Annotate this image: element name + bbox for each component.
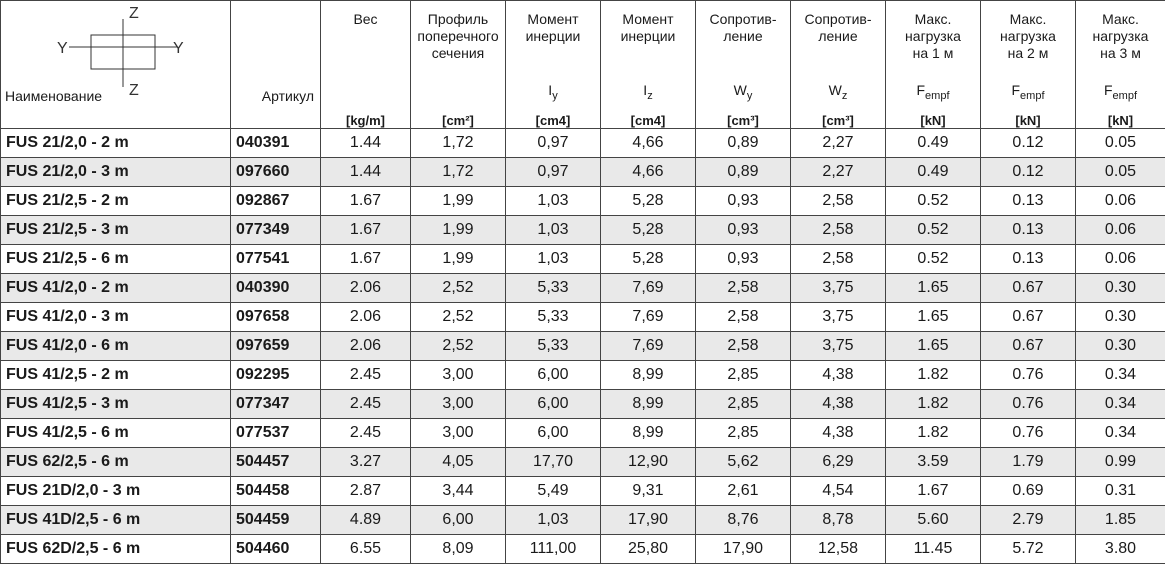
product-name-cell: FUS 41/2,5 - 2 m bbox=[1, 361, 231, 390]
column-header-1 bbox=[411, 1, 506, 108]
value-cell: 1.65 bbox=[886, 303, 981, 332]
value-cell: 0.13 bbox=[981, 187, 1076, 216]
column-header-symbol: $F_{empf}$ bbox=[1011, 82, 1045, 102]
value-cell: 1.85 bbox=[1076, 506, 1165, 535]
value-cell: 1,99 bbox=[411, 245, 506, 274]
column-header-title: Момент инерции bbox=[525, 11, 581, 44]
table-row bbox=[1, 187, 1165, 216]
column-header-title: Макс. нагрузка на 2 м bbox=[1000, 11, 1056, 61]
value-cell: 2,58 bbox=[791, 187, 886, 216]
value-cell: 2,58 bbox=[791, 245, 886, 274]
value-cell: 0.31 bbox=[1076, 477, 1165, 506]
value-cell: 0.52 bbox=[886, 187, 981, 216]
table-row bbox=[1, 129, 1165, 158]
value-cell: 6,00 bbox=[506, 390, 601, 419]
table-row bbox=[1, 216, 1165, 245]
table-row bbox=[1, 448, 1165, 477]
value-cell: 5.72 bbox=[981, 535, 1076, 564]
value-cell: 2,85 bbox=[696, 419, 791, 448]
value-cell: 1.67 bbox=[321, 187, 411, 216]
column-header-title: Макс. нагрузка на 3 м bbox=[1092, 11, 1149, 61]
column-header-title: Сопротив- ление bbox=[804, 11, 872, 44]
product-name-cell: FUS 41/2,5 - 6 m bbox=[1, 419, 231, 448]
value-cell: 0.67 bbox=[981, 303, 1076, 332]
product-name-cell: FUS 21D/2,0 - 3 m bbox=[1, 477, 231, 506]
value-cell: 2.45 bbox=[321, 361, 411, 390]
column-header-5 bbox=[791, 1, 886, 108]
product-name-cell: FUS 41/2,5 - 3 m bbox=[1, 390, 231, 419]
article-number-cell: 092867 bbox=[231, 187, 321, 216]
value-cell: 0.13 bbox=[981, 245, 1076, 274]
value-cell: 3,75 bbox=[791, 274, 886, 303]
axis-y-left: Y bbox=[57, 40, 68, 57]
value-cell: 0.13 bbox=[981, 216, 1076, 245]
value-cell: 1,03 bbox=[506, 216, 601, 245]
product-name-cell: FUS 21/2,0 - 3 m bbox=[1, 158, 231, 187]
value-cell: 0.76 bbox=[981, 419, 1076, 448]
value-cell: 2,52 bbox=[411, 303, 506, 332]
value-cell: 5,28 bbox=[601, 187, 696, 216]
column-header-symbol: $I_z$ bbox=[643, 82, 653, 102]
article-number-cell: 040391 bbox=[231, 129, 321, 158]
value-cell: 1,03 bbox=[506, 245, 601, 274]
article-number-cell: 092295 bbox=[231, 361, 321, 390]
value-cell: 5,33 bbox=[506, 274, 601, 303]
value-cell: 1.65 bbox=[886, 274, 981, 303]
product-name-cell: FUS 41/2,0 - 3 m bbox=[1, 303, 231, 332]
value-cell: 3,75 bbox=[791, 332, 886, 361]
header-article-cell bbox=[231, 1, 321, 108]
value-cell: 4,05 bbox=[411, 448, 506, 477]
value-cell: 0,89 bbox=[696, 129, 791, 158]
column-header-0 bbox=[321, 1, 411, 108]
value-cell: 0.76 bbox=[981, 390, 1076, 419]
column-unit-3: [cm4] bbox=[601, 107, 696, 129]
table-row bbox=[1, 361, 1165, 390]
value-cell: 1.82 bbox=[886, 361, 981, 390]
column-header-2 bbox=[506, 1, 601, 108]
product-name-cell: FUS 41/2,0 - 6 m bbox=[1, 332, 231, 361]
value-cell: 1,99 bbox=[411, 216, 506, 245]
value-cell: 3.59 bbox=[886, 448, 981, 477]
column-header-symbol: $W_z$ bbox=[828, 82, 848, 102]
value-cell: 6.55 bbox=[321, 535, 411, 564]
value-cell: 12,58 bbox=[791, 535, 886, 564]
value-cell: 0.49 bbox=[886, 129, 981, 158]
column-unit-8: [kN] bbox=[1076, 107, 1165, 129]
value-cell: 2,58 bbox=[696, 274, 791, 303]
column-header-title: Профиль поперечного сечения bbox=[417, 11, 499, 61]
product-name-cell: FUS 41D/2,5 - 6 m bbox=[1, 506, 231, 535]
value-cell: 6,29 bbox=[791, 448, 886, 477]
value-cell: 25,80 bbox=[601, 535, 696, 564]
value-cell: 8,99 bbox=[601, 390, 696, 419]
product-name-cell: FUS 21/2,5 - 6 m bbox=[1, 245, 231, 274]
value-cell: 1.82 bbox=[886, 419, 981, 448]
value-cell: 0.12 bbox=[981, 129, 1076, 158]
table-row bbox=[1, 535, 1165, 564]
column-header-symbol: $F_{empf}$ bbox=[1103, 82, 1138, 102]
value-cell: 5,33 bbox=[506, 303, 601, 332]
value-cell: 4,66 bbox=[601, 158, 696, 187]
value-cell: 0.34 bbox=[1076, 419, 1165, 448]
article-number-cell: 504457 bbox=[231, 448, 321, 477]
value-cell: 17,90 bbox=[601, 506, 696, 535]
value-cell: 1,99 bbox=[411, 187, 506, 216]
value-cell: 1,03 bbox=[506, 187, 601, 216]
article-number-cell: 077349 bbox=[231, 216, 321, 245]
value-cell: 2.87 bbox=[321, 477, 411, 506]
value-cell: 4,54 bbox=[791, 477, 886, 506]
units-row bbox=[1, 107, 1165, 129]
article-number-cell: 097660 bbox=[231, 158, 321, 187]
column-unit-7: [kN] bbox=[981, 107, 1076, 129]
value-cell: 1,72 bbox=[411, 129, 506, 158]
value-cell: 0,93 bbox=[696, 245, 791, 274]
value-cell: 8,78 bbox=[791, 506, 886, 535]
unit-cell-article bbox=[231, 107, 321, 129]
value-cell: 8,99 bbox=[601, 419, 696, 448]
table-row bbox=[1, 274, 1165, 303]
column-header-7 bbox=[981, 1, 1076, 108]
column-unit-1: [cm²] bbox=[411, 107, 506, 129]
value-cell: 1.65 bbox=[886, 332, 981, 361]
value-cell: 0,93 bbox=[696, 216, 791, 245]
product-name-cell: FUS 41/2,0 - 2 m bbox=[1, 274, 231, 303]
column-header-3 bbox=[601, 1, 696, 108]
value-cell: 2,85 bbox=[696, 390, 791, 419]
value-cell: 0.69 bbox=[981, 477, 1076, 506]
value-cell: 0.67 bbox=[981, 274, 1076, 303]
value-cell: 5.60 bbox=[886, 506, 981, 535]
value-cell: 8,99 bbox=[601, 361, 696, 390]
value-cell: 3,00 bbox=[411, 419, 506, 448]
article-number-cell: 097658 bbox=[231, 303, 321, 332]
product-name-cell: FUS 21/2,5 - 2 m bbox=[1, 187, 231, 216]
value-cell: 0.67 bbox=[981, 332, 1076, 361]
article-number-cell: 077347 bbox=[231, 390, 321, 419]
value-cell: 0.52 bbox=[886, 245, 981, 274]
value-cell: 6,00 bbox=[506, 361, 601, 390]
column-header-8 bbox=[1076, 1, 1165, 108]
value-cell: 5,28 bbox=[601, 216, 696, 245]
value-cell: 3,75 bbox=[791, 303, 886, 332]
value-cell: 3,44 bbox=[411, 477, 506, 506]
product-name-cell: FUS 62D/2,5 - 6 m bbox=[1, 535, 231, 564]
value-cell: 2,85 bbox=[696, 361, 791, 390]
value-cell: 6,00 bbox=[506, 419, 601, 448]
value-cell: 0.30 bbox=[1076, 274, 1165, 303]
article-number-cell: 077541 bbox=[231, 245, 321, 274]
column-header-name: Наименование bbox=[5, 88, 103, 104]
value-cell: 2,27 bbox=[791, 158, 886, 187]
value-cell: 2.06 bbox=[321, 332, 411, 361]
value-cell: 1.44 bbox=[321, 158, 411, 187]
value-cell: 0.06 bbox=[1076, 187, 1165, 216]
table-row bbox=[1, 245, 1165, 274]
value-cell: 8,09 bbox=[411, 535, 506, 564]
value-cell: 2,27 bbox=[791, 129, 886, 158]
value-cell: 1.67 bbox=[321, 245, 411, 274]
value-cell: 111,00 bbox=[506, 535, 601, 564]
product-name-cell: FUS 21/2,0 - 2 m bbox=[1, 129, 231, 158]
value-cell: 1.67 bbox=[886, 477, 981, 506]
value-cell: 0.49 bbox=[886, 158, 981, 187]
column-unit-2: [cm4] bbox=[506, 107, 601, 129]
value-cell: 3,00 bbox=[411, 361, 506, 390]
article-number-cell: 097659 bbox=[231, 332, 321, 361]
table-row bbox=[1, 477, 1165, 506]
value-cell: 1.82 bbox=[886, 390, 981, 419]
value-cell: 2.45 bbox=[321, 390, 411, 419]
table-row bbox=[1, 158, 1165, 187]
axis-z-top: Z bbox=[129, 5, 139, 22]
table-row bbox=[1, 332, 1165, 361]
value-cell: 0,97 bbox=[506, 129, 601, 158]
column-unit-6: [kN] bbox=[886, 107, 981, 129]
value-cell: 11.45 bbox=[886, 535, 981, 564]
value-cell: 7,69 bbox=[601, 332, 696, 361]
value-cell: 7,69 bbox=[601, 274, 696, 303]
value-cell: 0.05 bbox=[1076, 129, 1165, 158]
value-cell: 3.27 bbox=[321, 448, 411, 477]
axis-y-right: Y bbox=[173, 40, 184, 57]
column-unit-0: [kg/m] bbox=[321, 107, 411, 129]
value-cell: 3.80 bbox=[1076, 535, 1165, 564]
column-unit-5: [cm³] bbox=[791, 107, 886, 129]
value-cell: 1.44 bbox=[321, 129, 411, 158]
value-cell: 5,62 bbox=[696, 448, 791, 477]
value-cell: 0.34 bbox=[1076, 390, 1165, 419]
value-cell: 0.06 bbox=[1076, 245, 1165, 274]
header-row bbox=[1, 1, 1165, 108]
value-cell: 6,00 bbox=[411, 506, 506, 535]
value-cell: 0.30 bbox=[1076, 332, 1165, 361]
column-header-title: Сопротив- ление bbox=[709, 11, 777, 44]
column-header-symbol: $W_y$ bbox=[733, 82, 753, 102]
value-cell: 5,49 bbox=[506, 477, 601, 506]
value-cell: 2,58 bbox=[696, 303, 791, 332]
column-header-4 bbox=[696, 1, 791, 108]
value-cell: 2,58 bbox=[696, 332, 791, 361]
value-cell: 0,89 bbox=[696, 158, 791, 187]
header-name-cell bbox=[1, 1, 231, 108]
value-cell: 0.34 bbox=[1076, 361, 1165, 390]
article-number-cell: 504458 bbox=[231, 477, 321, 506]
value-cell: 1,03 bbox=[506, 506, 601, 535]
column-header-article: Артикул bbox=[261, 88, 314, 104]
value-cell: 0.06 bbox=[1076, 216, 1165, 245]
value-cell: 2,52 bbox=[411, 274, 506, 303]
column-header-6 bbox=[886, 1, 981, 108]
value-cell: 4,38 bbox=[791, 390, 886, 419]
value-cell: 0.05 bbox=[1076, 158, 1165, 187]
column-unit-4: [cm³] bbox=[696, 107, 791, 129]
table-row bbox=[1, 506, 1165, 535]
value-cell: 0.30 bbox=[1076, 303, 1165, 332]
value-cell: 2,52 bbox=[411, 332, 506, 361]
value-cell: 17,90 bbox=[696, 535, 791, 564]
column-header-title: Макс. нагрузка на 1 м bbox=[905, 11, 961, 61]
axis-diagram-icon bbox=[51, 3, 191, 95]
value-cell: 4,38 bbox=[791, 361, 886, 390]
column-header-title: Вес bbox=[353, 11, 378, 27]
table-row bbox=[1, 303, 1165, 332]
article-number-cell: 077537 bbox=[231, 419, 321, 448]
product-name-cell: FUS 62/2,5 - 6 m bbox=[1, 448, 231, 477]
value-cell: 0,97 bbox=[506, 158, 601, 187]
value-cell: 4,38 bbox=[791, 419, 886, 448]
column-header-symbol: $F_{empf}$ bbox=[916, 82, 950, 102]
value-cell: 2.79 bbox=[981, 506, 1076, 535]
column-header-title: Момент инерции bbox=[620, 11, 676, 44]
axis-z-bottom: Z bbox=[129, 82, 139, 95]
unit-cell-name bbox=[1, 107, 231, 129]
value-cell: 1.79 bbox=[981, 448, 1076, 477]
value-cell: 2.45 bbox=[321, 419, 411, 448]
value-cell: 0.99 bbox=[1076, 448, 1165, 477]
value-cell: 17,70 bbox=[506, 448, 601, 477]
value-cell: 0.52 bbox=[886, 216, 981, 245]
value-cell: 0.12 bbox=[981, 158, 1076, 187]
value-cell: 12,90 bbox=[601, 448, 696, 477]
value-cell: 2,58 bbox=[791, 216, 886, 245]
column-header-symbol: $I_y$ bbox=[548, 82, 558, 102]
value-cell: 1.67 bbox=[321, 216, 411, 245]
value-cell: 2.06 bbox=[321, 303, 411, 332]
article-number-cell: 504459 bbox=[231, 506, 321, 535]
table-row bbox=[1, 390, 1165, 419]
table-body bbox=[1, 129, 1165, 564]
value-cell: 5,28 bbox=[601, 245, 696, 274]
value-cell: 2,61 bbox=[696, 477, 791, 506]
value-cell: 1,72 bbox=[411, 158, 506, 187]
product-name-cell: FUS 21/2,5 - 3 m bbox=[1, 216, 231, 245]
value-cell: 8,76 bbox=[696, 506, 791, 535]
article-number-cell: 040390 bbox=[231, 274, 321, 303]
value-cell: 0.76 bbox=[981, 361, 1076, 390]
value-cell: 2.06 bbox=[321, 274, 411, 303]
value-cell: 5,33 bbox=[506, 332, 601, 361]
value-cell: 4,66 bbox=[601, 129, 696, 158]
value-cell: 7,69 bbox=[601, 303, 696, 332]
value-cell: 4.89 bbox=[321, 506, 411, 535]
value-cell: 3,00 bbox=[411, 390, 506, 419]
value-cell: 9,31 bbox=[601, 477, 696, 506]
table-row bbox=[1, 419, 1165, 448]
value-cell: 0,93 bbox=[696, 187, 791, 216]
article-number-cell: 504460 bbox=[231, 535, 321, 564]
